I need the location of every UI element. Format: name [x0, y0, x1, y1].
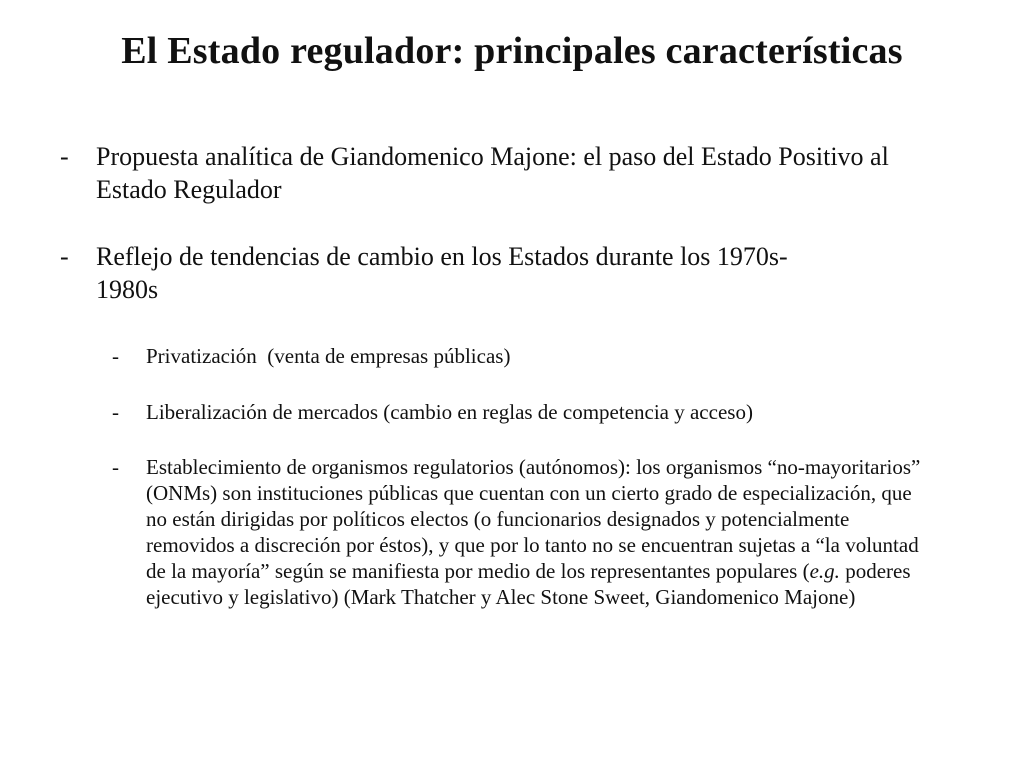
- bullet-text-line: Reflejo de tendencias de cambio en los Estados durante los 1970s-: [96, 242, 788, 271]
- slide-title: El Estado regulador: principales características: [121, 30, 903, 72]
- sub-bullet-text: Liberalización de mercados (cambio en reglas de competencia y acceso): [146, 400, 753, 424]
- bullet-marker: -: [60, 142, 69, 171]
- bullet-item: [60, 140, 910, 206]
- sub-bullet-text: [146, 454, 922, 610]
- sub-bullet-marker: -: [112, 455, 119, 479]
- sub-bullet-text-part: Establecimiento de organismos regulatorios (autónomos): los organismos “no-mayoritarios” (ONMs) son instituciones públicas que cuentan con un cierto grado de especialización, que no están dirigidas por políticos electos (o funcionarios designados y potencialmente removidos a discreción por éstos), y que por lo tanto no se encuentran sujetas a “la voluntad de la mayoría” según se manifiesta por medio de los representantes populares (: [146, 455, 921, 583]
- sub-bullet-text-part: poderes ejecutivo y legislativo) (Mark Thatcher y Alec Stone Sweet, Giandomenico Majone): [146, 559, 911, 609]
- sub-bullet-marker: -: [112, 344, 119, 368]
- sub-bullet-item: [112, 399, 952, 425]
- bullet-text-line: 1980s: [96, 275, 159, 304]
- bullet-marker: -: [60, 242, 69, 271]
- sub-bullet-item: [112, 343, 952, 369]
- bullet-item: [60, 240, 910, 306]
- sub-bullet-item: [112, 454, 922, 610]
- bullet-text: [96, 240, 910, 306]
- sub-bullet-italic-abbrev: e.g.: [809, 559, 840, 583]
- bullet-text: Propuesta analítica de Giandomenico Majone: el paso del Estado Positivo al Estado Regulador: [96, 142, 889, 204]
- sub-bullet-marker: -: [112, 400, 119, 424]
- sub-bullet-text: Privatización (venta de empresas públicas): [146, 344, 511, 368]
